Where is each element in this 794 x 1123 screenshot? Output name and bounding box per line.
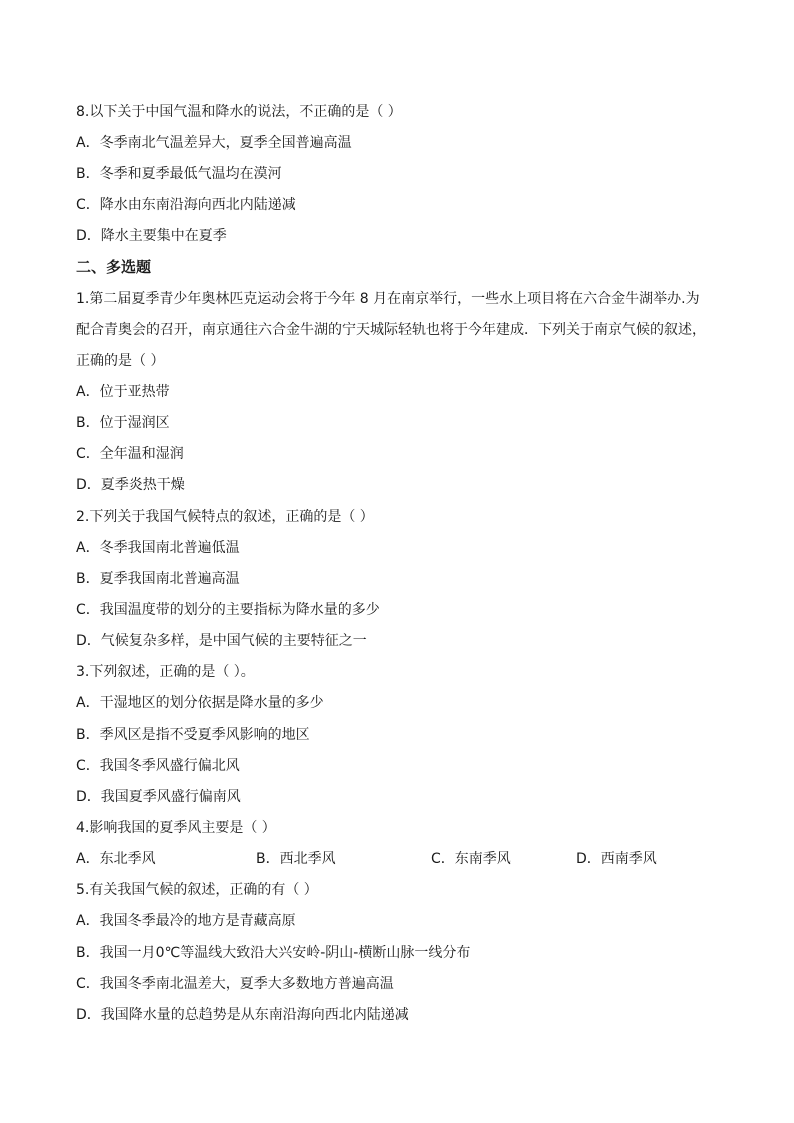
mc-question-4-option-c: C．东南季风 xyxy=(431,851,511,867)
mc-question-1-option-c: C．全年温和湿润 xyxy=(76,446,184,462)
mc-question-5-option-b: B．我国一月0℃等温线大致沿大兴安岭-阴山-横断山脉一线分布 xyxy=(76,945,471,961)
mc-question-4-stem: 4.影响我国的夏季风主要是（ ） xyxy=(76,820,276,836)
mc-question-2-option-d: D．气候复杂多样，是中国气候的主要特征之一 xyxy=(76,633,367,649)
mc-question-1-stem-line-1: 1.第二届夏季青少年奥林匹克运动会将于今年 8 月在南京举行，一些水上项目将在六合金牛湖举办.为 xyxy=(76,291,700,307)
question-8-option-b: B．冬季和夏季最低气温均在漠河 xyxy=(76,166,282,182)
mc-question-4-options-row xyxy=(76,850,716,868)
mc-question-1-option-b: B．位于湿润区 xyxy=(76,415,170,431)
mc-question-1-option-a: A．位于亚热带 xyxy=(76,384,170,400)
mc-question-3-option-d: D．我国夏季风盛行偏南风 xyxy=(76,789,241,805)
mc-question-3-stem: 3.下列叙述，正确的是（ ）。 xyxy=(76,664,255,680)
mc-question-4-option-a: A．东北季风 xyxy=(76,851,156,867)
mc-question-3-option-b: B．季风区是指不受夏季风影响的地区 xyxy=(76,727,310,743)
mc-question-2-option-b: B．夏季我国南北普遍高温 xyxy=(76,571,240,587)
question-8-option-c: C．降水由东南沿海向西北内陆递减 xyxy=(76,197,296,213)
mc-question-2-stem: 2.下列关于我国气候特点的叙述，正确的是（ ） xyxy=(76,509,374,525)
mc-question-5-option-a: A．我国冬季最冷的地方是青藏高原 xyxy=(76,913,296,929)
mc-question-2-option-a: A．冬季我国南北普遍低温 xyxy=(76,540,240,556)
mc-question-5-option-c: C．我国冬季南北温差大，夏季大多数地方普遍高温 xyxy=(76,976,394,992)
question-8-option-a: A．冬季南北气温差异大，夏季全国普遍高温 xyxy=(76,135,352,151)
question-8-option-d: D．降水主要集中在夏季 xyxy=(76,228,227,244)
mc-question-5-stem: 5.有关我国气候的叙述，正确的有（ ） xyxy=(76,882,318,898)
mc-question-3-option-c: C．我国冬季风盛行偏北风 xyxy=(76,758,240,774)
mc-question-1-stem-line-3: 正确的是（ ） xyxy=(76,353,165,369)
mc-question-1-stem-line-2: 配合青奥会的召开，南京通往六合金牛湖的宁天城际轻轨也将于今年建成．下列关于南京气候的叙述， xyxy=(76,322,706,338)
section-title-multiple-choice: 二、多选题 xyxy=(76,258,152,276)
question-8-stem: 8.以下关于中国气温和降水的说法，不正确的是（ ） xyxy=(76,104,402,120)
mc-question-3-option-a: A．干湿地区的划分依据是降水量的多少 xyxy=(76,695,324,711)
mc-question-5-option-d: D．我国降水量的总趋势是从东南沿海向西北内陆递减 xyxy=(76,1007,409,1023)
mc-question-1-option-d: D．夏季炎热干燥 xyxy=(76,477,185,493)
mc-question-4-option-d: D．西南季风 xyxy=(576,851,657,867)
mc-question-4-option-b: B．西北季风 xyxy=(256,851,336,867)
mc-question-2-option-c: C．我国温度带的划分的主要指标为降水量的多少 xyxy=(76,602,380,618)
